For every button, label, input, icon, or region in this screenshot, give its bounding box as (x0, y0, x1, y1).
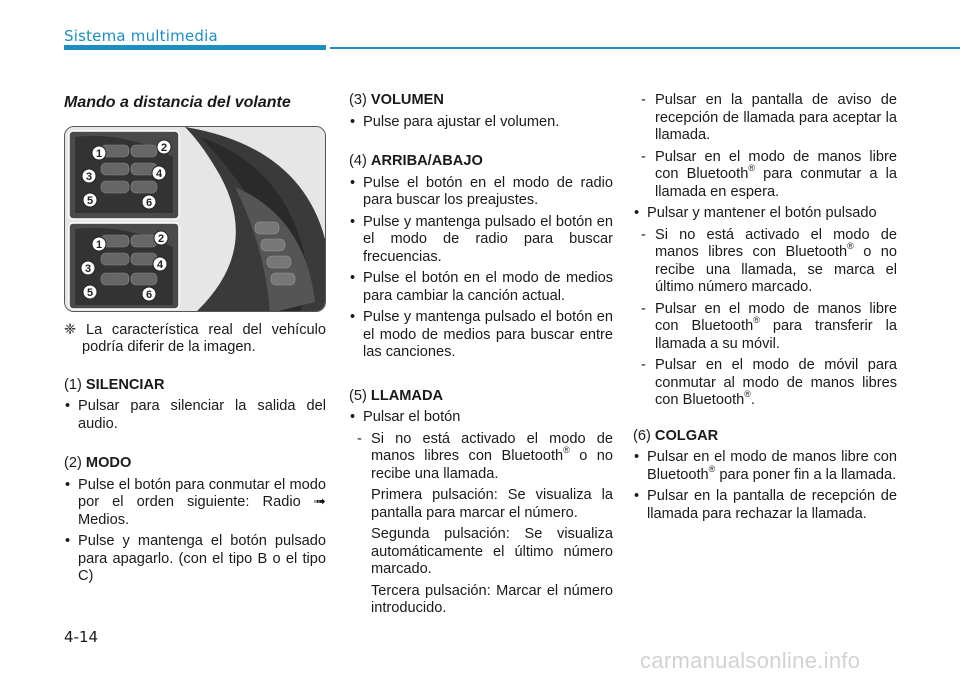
image-disclaimer: ❈ La característica real del vehículo podría diferir de la imagen. (64, 321, 326, 355)
column-3 (633, 92, 897, 527)
list-item: • Pulse y mantenga pulsado el botón en el modo de radio para buscar frecuencias. (349, 214, 613, 267)
list-item: • Pulsar para silenciar la salida del audio. (64, 398, 326, 433)
list-item: • Pulse y mantenga el botón pulsado para apagarlo. (con el tipo B o el tipo C) (64, 533, 326, 586)
callout-1-bottom (92, 237, 106, 251)
list-item: • Pulse el botón en el modo de medios para cambiar la canción actual. (349, 270, 613, 305)
callout-5-top (83, 193, 97, 207)
sub-list-item: - Pulsar en el modo de manos libre con Bluetooth® para conmutar a la llamada en espera. (641, 148, 897, 200)
callout-3-bottom (81, 261, 95, 275)
svg-text:1: 1 (95, 147, 103, 160)
sub-list-text: Primera pulsación: Se visualiza la pantalla para marcar el número. (371, 487, 613, 521)
heading-arriba-abajo: (4) ARRIBA/ABAJO (349, 153, 483, 169)
callout-2-top (157, 140, 171, 154)
callout-6-top (142, 195, 156, 209)
list-item: • Pulsar el botón (349, 409, 613, 427)
list-item: • Pulsar en la pantalla de recepción de llamada para rechazar la llamada. (633, 488, 897, 523)
svg-text:2: 2 (157, 232, 165, 245)
column-1 (64, 92, 326, 590)
list-item: • Pulse para ajustar el volumen. (349, 114, 613, 132)
heading-modo: (2) MODO (64, 455, 132, 471)
sub-list-text: Tercera pulsación: Marcar el número introducido. (371, 582, 613, 616)
column-2 (349, 92, 613, 622)
steering-wheel-illustration (65, 127, 326, 312)
callout-4-top (152, 166, 166, 180)
svg-text:6: 6 (145, 288, 153, 301)
svg-text:2: 2 (160, 141, 168, 154)
sub-list-item: - Si no está activado el modo de manos libres con Bluetooth® o no recibe una llamada, se marca el último número marcado. (641, 226, 897, 295)
svg-text:3: 3 (84, 262, 92, 275)
list-item: • Pulsar en el modo de manos libre con Bluetooth® para poner fin a la llamada. (633, 449, 897, 484)
callout-3-top (82, 169, 96, 183)
svg-text:4: 4 (156, 258, 164, 271)
callout-5-bottom (83, 285, 97, 299)
watermark: carmanualsonline.info (640, 648, 861, 673)
svg-text:4: 4 (155, 167, 163, 180)
heading-volumen: (3) VOLUMEN (349, 92, 444, 108)
callout-1-top (92, 146, 106, 160)
note-symbol-icon: ❈ (64, 321, 77, 338)
subsection-title: Mando a distancia del volante (64, 94, 291, 111)
svg-text:3: 3 (85, 170, 93, 183)
list-item: • Pulsar y mantener el botón pulsado (633, 205, 897, 223)
list-item: • Pulse el botón para conmutar el modo por el orden siguiente: Radio ➟ Medios. (64, 477, 326, 530)
list-item: • Pulse el botón en el modo de radio para buscar los preajustes. (349, 175, 613, 210)
heading-silenciar: (1) SILENCIAR (64, 376, 165, 393)
sub-list-item: - Pulsar en la pantalla de aviso de recepción de llamada para aceptar la llamada. (641, 92, 897, 143)
sub-list-item: - Pulsar en el modo de móvil para conmutar al modo de manos libres con Bluetooth®. (641, 357, 897, 408)
svg-text:1: 1 (95, 238, 103, 251)
section-title: Sistema multimedia (64, 27, 218, 45)
sub-list-text: Segunda pulsación: Se visualiza automáticamente el último número marcado. (371, 526, 613, 577)
heading-llamada: (5) LLAMADA (349, 387, 444, 404)
callout-2-bottom (154, 231, 168, 245)
callout-6-bottom (142, 287, 156, 301)
heading-colgar: (6) COLGAR (633, 427, 719, 444)
svg-text:5: 5 (86, 194, 94, 207)
header-rule (330, 47, 960, 49)
sub-list-item: - Pulsar en el modo de manos libre con Bluetooth® para transferir la llamada a su móvil. (641, 300, 897, 352)
page-number: 4-14 (64, 628, 99, 646)
list-item: • Pulse y mantenga pulsado el botón en el modo de medios para buscar entre las canciones. (349, 309, 613, 362)
header-bar-accent (64, 45, 326, 50)
sub-list-item: - Si no está activado el modo de manos libres con Bluetooth® o no recibe una llamada. (357, 430, 613, 482)
callout-4-bottom (153, 257, 167, 271)
steering-wheel-figure (64, 126, 326, 312)
svg-text:5: 5 (86, 286, 94, 299)
svg-text:6: 6 (145, 196, 153, 209)
